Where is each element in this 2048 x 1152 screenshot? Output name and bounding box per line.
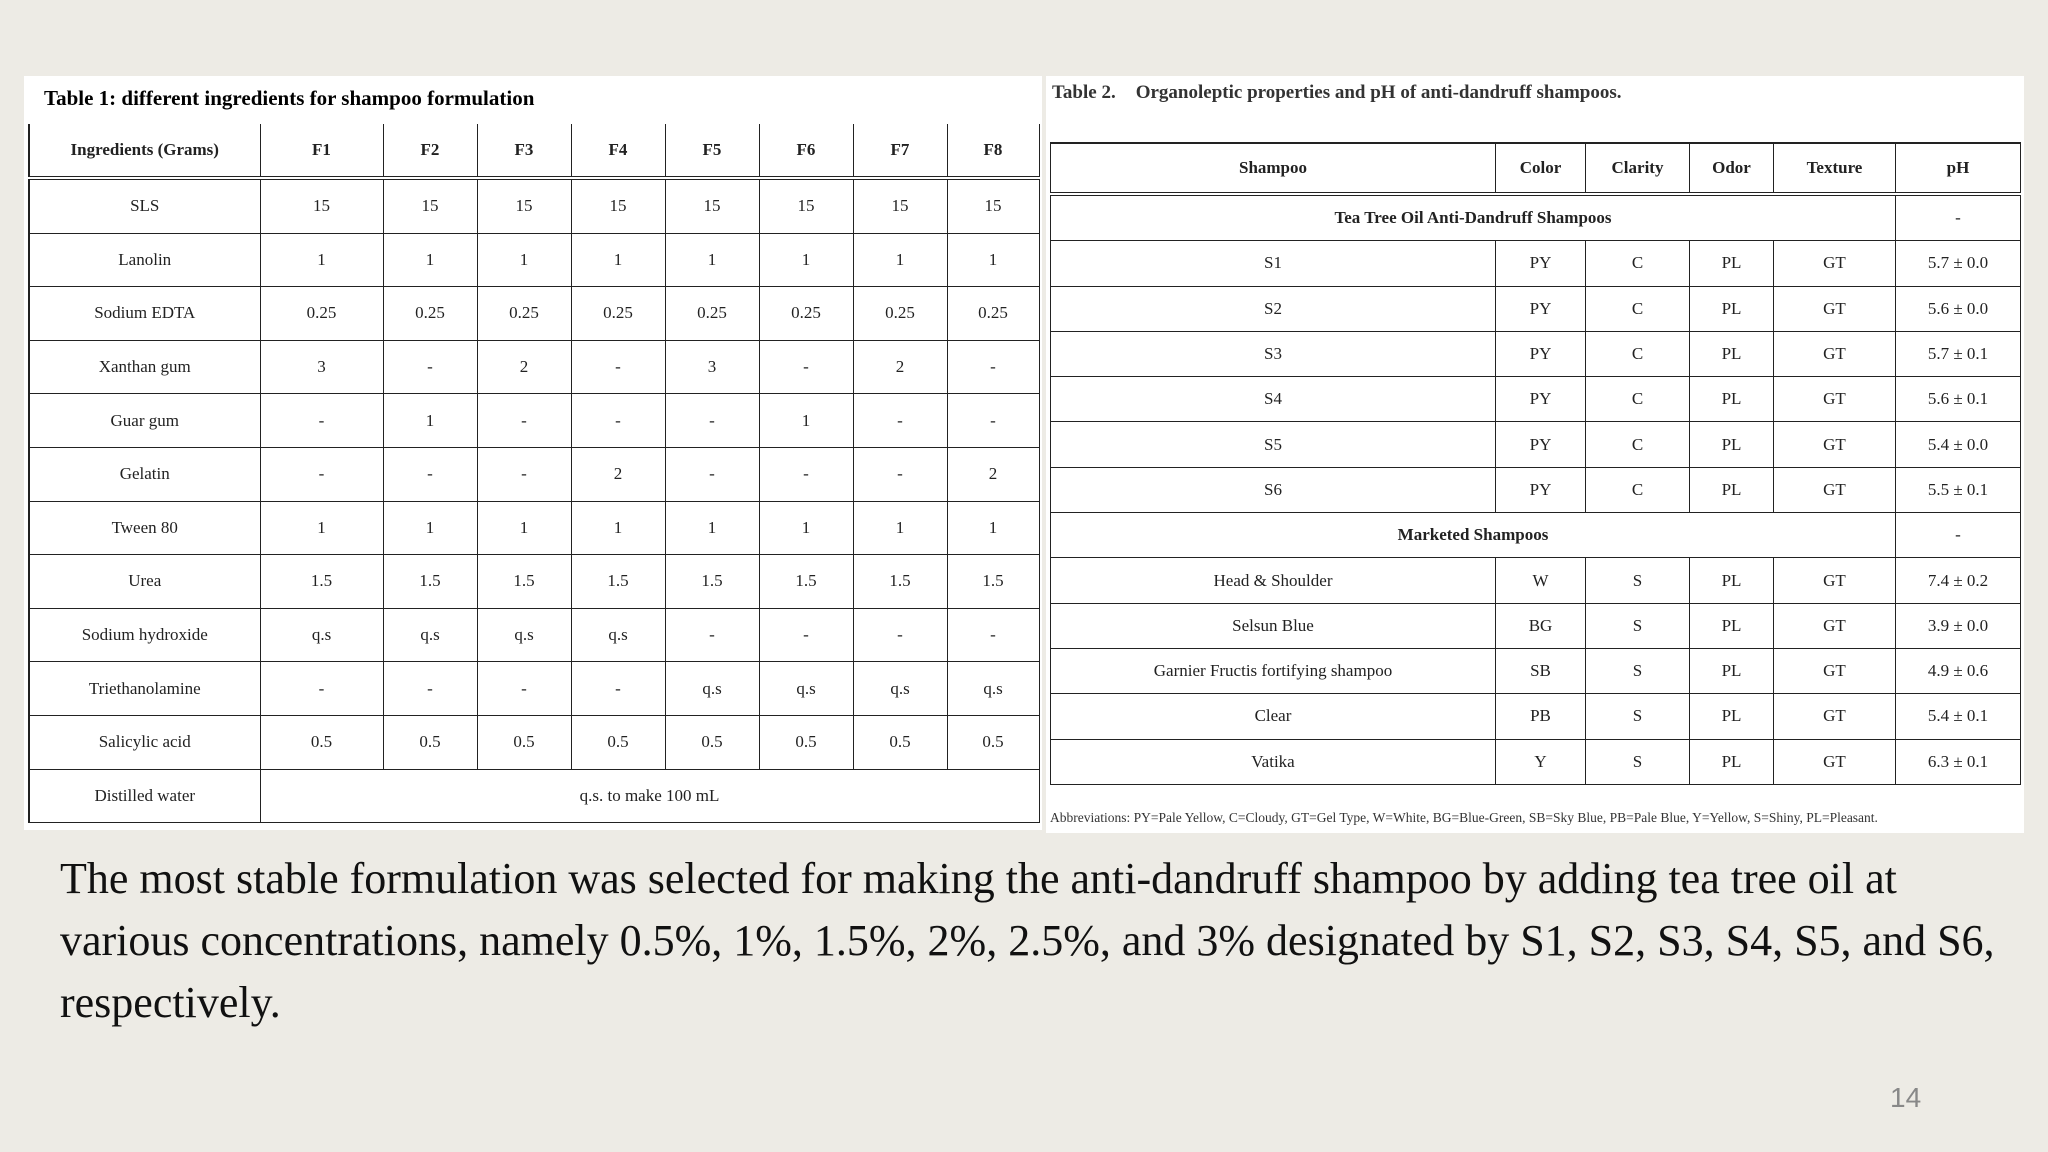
ingredient-amount-cell: 2 (853, 340, 947, 394)
table-cell: PL (1690, 422, 1774, 467)
table-cell: 3.9 ± 0.0 (1896, 603, 2021, 648)
table-row (1051, 603, 2021, 648)
table-cell: S (1586, 648, 1690, 693)
ingredient-amount-cell: q.s (477, 608, 571, 662)
table-row (1051, 558, 2021, 603)
table-cell: PY (1496, 241, 1586, 286)
table-cell: S6 (1051, 467, 1496, 512)
table-cell: PL (1690, 648, 1774, 693)
ingredient-amount-cell: 0.5 (477, 715, 571, 769)
table-cell: GT (1774, 286, 1896, 331)
table-cell: GT (1774, 603, 1896, 648)
ingredient-name-cell: Xanthan gum (29, 340, 260, 394)
table-row (29, 394, 1039, 448)
section-ph-cell: - (1896, 513, 2021, 558)
ingredient-amount-cell: - (853, 394, 947, 448)
ingredient-amount-cell: 1 (571, 233, 665, 287)
table2-title-text: Organoleptic properties and pH of anti-dandruff shampoos. (1135, 82, 1622, 103)
table-row (29, 662, 1039, 716)
ingredient-amount-cell: 0.5 (665, 715, 759, 769)
ingredient-amount-cell: - (853, 608, 947, 662)
ingredient-amount-cell: - (260, 394, 383, 448)
table-cell: PY (1496, 331, 1586, 376)
section-ph-cell: - (1896, 194, 2021, 241)
ingredient-amount-cell: 15 (759, 178, 853, 233)
table-cell: PL (1690, 694, 1774, 739)
table-cell: 5.7 ± 0.0 (1896, 241, 2021, 286)
table-cell: PL (1690, 603, 1774, 648)
ingredient-name-cell: Urea (29, 555, 260, 609)
ingredient-amount-cell: 0.5 (759, 715, 853, 769)
table-cell: C (1586, 241, 1690, 286)
table-cell: PL (1690, 377, 1774, 422)
ingredient-name-cell: Salicylic acid (29, 715, 260, 769)
table-header-cell: F6 (759, 124, 853, 178)
table-cell: PY (1496, 377, 1586, 422)
table-cell: S (1586, 603, 1690, 648)
ingredient-amount-cell: 15 (571, 178, 665, 233)
ingredient-amount-cell: - (665, 608, 759, 662)
ingredient-amount-cell: 15 (853, 178, 947, 233)
ingredient-amount-cell: 1.5 (477, 555, 571, 609)
table-cell: SB (1496, 648, 1586, 693)
ingredient-amount-cell: - (947, 340, 1039, 394)
ingredient-amount-cell: - (260, 447, 383, 501)
table-header-cell: F3 (477, 124, 571, 178)
table-cell: Clear (1051, 694, 1496, 739)
section-row (1051, 194, 2021, 241)
table-cell: S (1586, 694, 1690, 739)
table-row (29, 287, 1039, 341)
ingredient-name-cell: Tween 80 (29, 501, 260, 555)
table-row (1051, 694, 2021, 739)
table-cell: C (1586, 331, 1690, 376)
ingredient-amount-cell: - (853, 447, 947, 501)
ingredient-amount-cell: - (477, 662, 571, 716)
ingredient-amount-cell: - (383, 662, 477, 716)
table-cell: Head & Shoulder (1051, 558, 1496, 603)
table-cell: S (1586, 558, 1690, 603)
ingredient-amount-cell: 0.25 (759, 287, 853, 341)
table-row (1051, 422, 2021, 467)
ingredient-name-cell: Guar gum (29, 394, 260, 448)
table-header-cell: F5 (665, 124, 759, 178)
ingredient-amount-cell: 0.5 (947, 715, 1039, 769)
table-cell: PL (1690, 241, 1774, 286)
table-cell: PB (1496, 694, 1586, 739)
table-row (29, 233, 1039, 287)
ingredient-name-cell: SLS (29, 178, 260, 233)
table-row (29, 447, 1039, 501)
ingredient-amount-cell: 0.25 (383, 287, 477, 341)
ingredient-amount-cell: 15 (665, 178, 759, 233)
table-cell: Garnier Fructis fortifying shampoo (1051, 648, 1496, 693)
ingredient-amount-cell: q.s (947, 662, 1039, 716)
ingredient-amount-cell: q.s (853, 662, 947, 716)
table-row (1051, 467, 2021, 512)
ingredient-amount-cell: 1 (853, 233, 947, 287)
ingredient-amount-cell: 1 (477, 233, 571, 287)
table-cell: 5.7 ± 0.1 (1896, 331, 2021, 376)
table-row (1051, 739, 2021, 784)
table-cell: PY (1496, 422, 1586, 467)
organoleptic-table (1050, 142, 2021, 785)
table-row (29, 178, 1039, 233)
table-cell: S1 (1051, 241, 1496, 286)
ingredient-amount-cell: 0.25 (665, 287, 759, 341)
ingredient-name-cell: Distilled water (29, 769, 260, 823)
table-cell: 5.4 ± 0.1 (1896, 694, 2021, 739)
table-row (29, 501, 1039, 555)
table-row (1051, 286, 2021, 331)
table-cell: GT (1774, 422, 1896, 467)
ingredient-amount-cell: 0.25 (260, 287, 383, 341)
table-header-cell: F4 (571, 124, 665, 178)
table-cell: Vatika (1051, 739, 1496, 784)
table-header-cell: F2 (383, 124, 477, 178)
ingredient-amount-cell: 1 (947, 501, 1039, 555)
table-cell: GT (1774, 648, 1896, 693)
table-cell: 5.5 ± 0.1 (1896, 467, 2021, 512)
table1-title: Table 1: different ingredients for shampoo formulation (44, 86, 535, 110)
table-cell: GT (1774, 241, 1896, 286)
table-header-cell: F1 (260, 124, 383, 178)
ingredient-name-cell: Sodium hydroxide (29, 608, 260, 662)
ingredient-amount-cell: 1.5 (260, 555, 383, 609)
table-row (29, 608, 1039, 662)
table-cell: C (1586, 286, 1690, 331)
ingredient-amount-cell: 1 (383, 394, 477, 448)
ingredient-amount-cell: - (759, 447, 853, 501)
table-cell: GT (1774, 558, 1896, 603)
ingredient-amount-cell: - (665, 394, 759, 448)
ingredient-amount-cell: 1 (759, 233, 853, 287)
table-cell: C (1586, 377, 1690, 422)
table-row (29, 555, 1039, 609)
table-cell: BG (1496, 603, 1586, 648)
ingredient-amount-cell: 0.5 (383, 715, 477, 769)
ingredient-amount-cell: q.s (571, 608, 665, 662)
ingredient-amount-cell: 0.5 (260, 715, 383, 769)
table-row (29, 715, 1039, 769)
ingredient-amount-cell: - (759, 608, 853, 662)
ingredient-amount-cell: 1.5 (383, 555, 477, 609)
ingredient-amount-cell: q.s (665, 662, 759, 716)
table-cell: 6.3 ± 0.1 (1896, 739, 2021, 784)
ingredient-amount-cell: - (383, 447, 477, 501)
ingredient-amount-cell: 3 (665, 340, 759, 394)
section-heading-cell: Tea Tree Oil Anti-Dandruff Shampoos (1051, 194, 1896, 241)
ingredient-amount-cell: 0.25 (571, 287, 665, 341)
ingredient-amount-cell: 1 (477, 501, 571, 555)
ingredient-amount-cell: - (477, 447, 571, 501)
ingredient-amount-cell: - (477, 394, 571, 448)
table-cell: PY (1496, 467, 1586, 512)
distilled-water-value-cell: q.s. to make 100 mL (260, 769, 1039, 823)
table-cell: 5.4 ± 0.0 (1896, 422, 2021, 467)
ingredient-amount-cell: 15 (383, 178, 477, 233)
ingredient-amount-cell: 1 (383, 501, 477, 555)
table-header-cell: Clarity (1586, 143, 1690, 194)
section-row (1051, 513, 2021, 558)
table-header-cell: F7 (853, 124, 947, 178)
ingredient-amount-cell: - (665, 447, 759, 501)
table-row (1051, 241, 2021, 286)
ingredient-amount-cell: - (383, 340, 477, 394)
table-cell: C (1586, 422, 1690, 467)
table-cell: S (1586, 739, 1690, 784)
table-cell: PL (1690, 286, 1774, 331)
table-cell: GT (1774, 377, 1896, 422)
ingredient-amount-cell: 1 (665, 233, 759, 287)
ingredient-amount-cell: - (947, 394, 1039, 448)
table-header-cell: F8 (947, 124, 1039, 178)
table-header-cell: Color (1496, 143, 1586, 194)
table-cell: C (1586, 467, 1690, 512)
ingredient-amount-cell: 0.5 (571, 715, 665, 769)
ingredient-amount-cell: 1 (947, 233, 1039, 287)
table-cell: 5.6 ± 0.1 (1896, 377, 2021, 422)
table-row (1051, 377, 2021, 422)
ingredient-name-cell: Sodium EDTA (29, 287, 260, 341)
ingredient-amount-cell: - (571, 340, 665, 394)
table-cell: PL (1690, 467, 1774, 512)
ingredient-amount-cell: 1 (260, 233, 383, 287)
ingredient-name-cell: Gelatin (29, 447, 260, 501)
table-cell: W (1496, 558, 1586, 603)
ingredient-amount-cell: 2 (947, 447, 1039, 501)
section-heading-cell: Marketed Shampoos (1051, 513, 1896, 558)
ingredient-amount-cell: - (571, 662, 665, 716)
table1-image (24, 76, 1042, 830)
table-cell: PY (1496, 286, 1586, 331)
table-cell: S3 (1051, 331, 1496, 376)
slide-body-text: The most stable formulation was selected for making the anti-dandruff shampoo by adding tea tree oil at various concentrations, namely 0.5%, 1%, 1.5%, 2%, 2.5%, and 3% designated by S1, S2, S3, S4, S5, and S6, respectively. (60, 854, 1995, 1027)
table-row (29, 769, 1039, 823)
table-header-cell: Odor (1690, 143, 1774, 194)
table-header-cell: pH (1896, 143, 2021, 194)
table-cell: GT (1774, 331, 1896, 376)
ingredient-amount-cell: 15 (260, 178, 383, 233)
ingredient-amount-cell: 1.5 (853, 555, 947, 609)
ingredient-name-cell: Triethanolamine (29, 662, 260, 716)
table-cell: S5 (1051, 422, 1496, 467)
ingredient-amount-cell: 1.5 (759, 555, 853, 609)
ingredient-amount-cell: 15 (477, 178, 571, 233)
ingredient-amount-cell: 0.25 (947, 287, 1039, 341)
table-cell: GT (1774, 694, 1896, 739)
ingredient-amount-cell: 1.5 (947, 555, 1039, 609)
ingredient-amount-cell: 1 (383, 233, 477, 287)
ingredient-amount-cell: q.s (260, 608, 383, 662)
table-cell: GT (1774, 467, 1896, 512)
ingredient-amount-cell: 1 (571, 501, 665, 555)
ingredient-amount-cell: q.s (383, 608, 477, 662)
ingredient-amount-cell: 1 (853, 501, 947, 555)
table-cell: GT (1774, 739, 1896, 784)
table-row (29, 340, 1039, 394)
ingredient-amount-cell: 1 (260, 501, 383, 555)
table-cell: Selsun Blue (1051, 603, 1496, 648)
table-cell: Y (1496, 739, 1586, 784)
ingredient-amount-cell: 2 (477, 340, 571, 394)
ingredient-amount-cell: 2 (571, 447, 665, 501)
table-header-cell: Shampoo (1051, 143, 1496, 194)
table-cell: PL (1690, 739, 1774, 784)
page-number: 14 (1890, 1082, 1922, 1113)
table2-title-lead: Table 2. (1052, 82, 1116, 103)
table-cell: PL (1690, 331, 1774, 376)
table-cell: 7.4 ± 0.2 (1896, 558, 2021, 603)
ingredient-amount-cell: - (571, 394, 665, 448)
ingredient-amount-cell: - (947, 608, 1039, 662)
ingredient-amount-cell: 0.5 (853, 715, 947, 769)
ingredient-amount-cell: 1.5 (571, 555, 665, 609)
ingredient-amount-cell: - (759, 340, 853, 394)
table-cell: 5.6 ± 0.0 (1896, 286, 2021, 331)
table-header-cell: Ingredients (Grams) (29, 124, 260, 178)
table-cell: S2 (1051, 286, 1496, 331)
ingredient-amount-cell: - (260, 662, 383, 716)
table2-title (1052, 82, 1622, 104)
ingredient-amount-cell: 15 (947, 178, 1039, 233)
table-header-cell: Texture (1774, 143, 1896, 194)
ingredient-amount-cell: 3 (260, 340, 383, 394)
ingredient-amount-cell: q.s (759, 662, 853, 716)
table-cell: S4 (1051, 377, 1496, 422)
ingredient-amount-cell: 1 (759, 394, 853, 448)
table-cell: PL (1690, 558, 1774, 603)
abbreviations-note: Abbreviations: PY=Pale Yellow, C=Cloudy, GT=Gel Type, W=White, BG=Blue-Green, SB=Sky Blue, PB=Pale Blue, Y=Yellow, S=Shiny, PL=Pleasant. (1050, 810, 1878, 825)
table-cell: 4.9 ± 0.6 (1896, 648, 2021, 693)
ingredient-amount-cell: 1.5 (665, 555, 759, 609)
table-row (1051, 648, 2021, 693)
ingredient-amount-cell: 0.25 (853, 287, 947, 341)
ingredient-name-cell: Lanolin (29, 233, 260, 287)
ingredients-table (28, 124, 1040, 823)
table2-image (1046, 76, 2024, 833)
ingredient-amount-cell: 1 (665, 501, 759, 555)
ingredient-amount-cell: 1 (759, 501, 853, 555)
ingredient-amount-cell: 0.25 (477, 287, 571, 341)
table-row (1051, 331, 2021, 376)
